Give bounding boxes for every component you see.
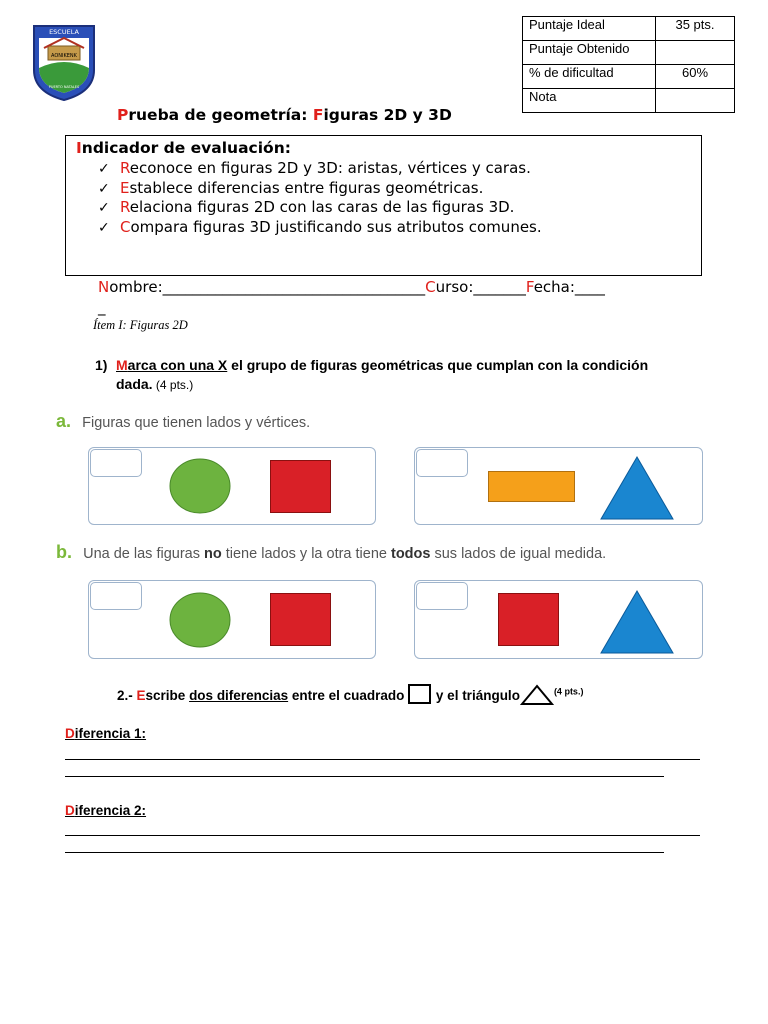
difference-2-label: Diferencia 2: <box>65 803 147 818</box>
subitem-a: a. Figuras que tienen lados y vértices. <box>56 411 311 431</box>
score-label: Nota <box>523 89 656 113</box>
score-value: 35 pts. <box>656 17 735 41</box>
difference-1-label: Diferencia 1: <box>65 726 147 741</box>
school-logo <box>30 22 98 102</box>
mark-box[interactable] <box>416 449 468 477</box>
mark-box[interactable] <box>90 449 142 477</box>
answer-line[interactable] <box>65 759 700 760</box>
check-icon: ✓ <box>98 161 110 177</box>
score-row <box>523 17 735 41</box>
check-icon: ✓ <box>98 219 110 236</box>
student-info-line[interactable]: Nombre:___________________________________Curso:_______Fecha:____ <box>98 278 605 296</box>
circle-shape <box>169 592 233 648</box>
answer-panel-a1 <box>88 447 376 525</box>
answer-panel-a2 <box>414 447 703 525</box>
score-value <box>656 89 735 113</box>
indicator-list <box>98 159 542 237</box>
svg-text:AONIKENK: AONIKENK <box>51 53 77 59</box>
score-row <box>523 41 735 65</box>
question-2: 2.- Escribe dos diferencias entre el cuadrado y el triángulo $^{(4 pts.)}$ <box>117 684 583 706</box>
mark-box[interactable] <box>90 582 142 610</box>
student-info-wrap: _ <box>98 298 106 316</box>
check-icon: ✓ <box>98 180 110 197</box>
score-label: % de dificultad <box>523 65 656 89</box>
square-shape <box>498 593 560 647</box>
list-item: ✓ Reconoce en figuras 2D y 3D: aristas, vértices y caras. <box>98 159 542 179</box>
square-shape <box>270 460 332 514</box>
indicator-heading: Indicador de evaluación: <box>76 139 291 157</box>
triangle-shape <box>599 589 675 655</box>
question-1: 1) Marca con una X el grupo de figuras geométricas que cumplan con la condición dada. (4 pts.) <box>95 357 649 392</box>
indicator-box <box>65 135 702 276</box>
square-outline-icon <box>408 684 432 704</box>
answer-panel-b2 <box>414 580 703 659</box>
score-row <box>523 89 735 113</box>
score-table <box>522 16 735 113</box>
list-item: ✓ Relaciona figuras 2D con las caras de las figuras 3D. <box>98 198 542 218</box>
page-title: Prueba de geometría: Figuras 2D y 3D <box>117 106 452 124</box>
square-shape <box>270 593 332 647</box>
answer-line[interactable] <box>65 776 664 777</box>
circle-shape <box>169 458 233 514</box>
item-title: Ítem I: Figuras 2D <box>93 318 188 332</box>
list-item: ✓ Establece diferencias entre figuras geométricas. <box>98 179 542 199</box>
triangle-shape <box>599 455 675 521</box>
score-value: 60% <box>656 65 735 89</box>
answer-line[interactable] <box>65 852 664 853</box>
answer-panel-b1 <box>88 580 376 659</box>
mark-box[interactable] <box>416 582 468 610</box>
triangle-outline-icon <box>520 684 554 706</box>
answer-line[interactable] <box>65 835 700 836</box>
score-value <box>656 41 735 65</box>
svg-text:ESCUELA: ESCUELA <box>49 28 79 36</box>
check-icon: ✓ <box>98 200 110 216</box>
rectangle-shape <box>488 471 576 503</box>
score-label: Puntaje Ideal <box>523 17 656 41</box>
svg-text:PUERTO NATALES: PUERTO NATALES <box>48 85 80 89</box>
score-row <box>523 65 735 89</box>
score-label: Puntaje Obtenido <box>523 41 656 65</box>
list-item: ✓ Compara figuras 3D justificando sus atributos comunes. <box>98 218 542 238</box>
subitem-b: b. Una de las figuras no tiene lados y la otra tiene todos sus lados de igual medida. <box>56 542 607 562</box>
